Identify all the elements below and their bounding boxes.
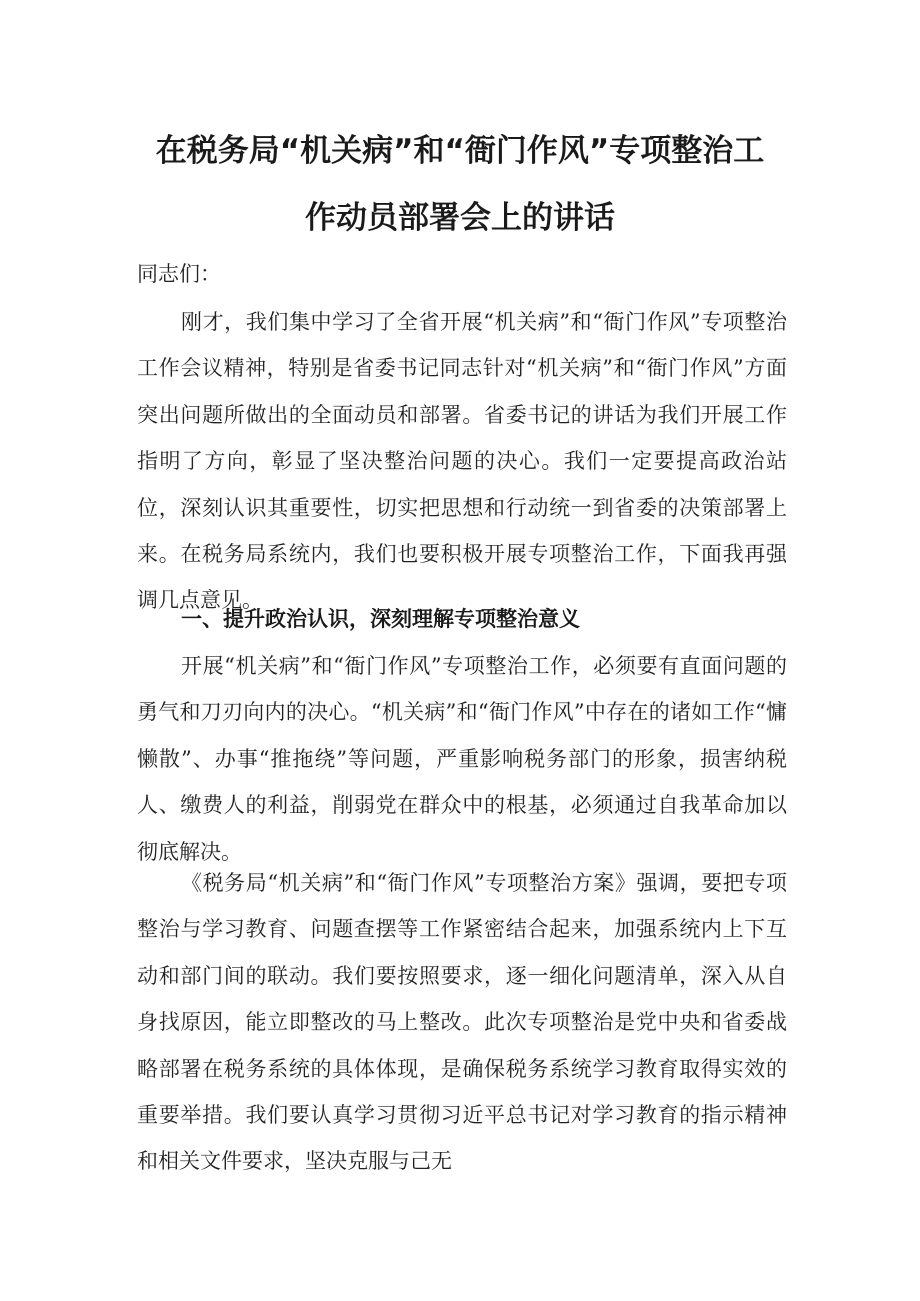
- paragraph-opening: 刚才，我们集中学习了全省开展“机关病”和“衙门作风”专项整治工作会议精神，特别是省委书记同志针对“机关病”和“衙门作风”方面突出问题所做出的全面动员和部署。省委书记的讲话为我们开展工作指明了方向，彰显了坚决整治问题的决心。我们一定要提高政治站位，深刻认识其重要性，切实把思想和行动统一到省委的决策部署上来。在税务局系统内，我们也要积极开展专项整治工作，下面我再强调几点意见。: [137, 310, 787, 613]
- section-heading-1: 一、提升政治认识，深刻理解专项整治意义: [181, 607, 580, 631]
- salutation: 同志们：: [137, 262, 221, 286]
- paragraph-section1-first: 开展“机关病”和“衙门作风”专项整治工作，必须要有直面问题的勇气和刀刃向内的决心。“机关病”和“衙门作风”中存在的诸如工作“慵懒散”、办事“推拖绕”等问题，严重影响税务部门的形象，损害纳税人、缴费人的利益，削弱党在群众中的根基，必须通过自我革命加以彻底解决。: [137, 654, 787, 864]
- document-title-line-1: 在税务局“机关病”和“衙门作风”专项整治工: [155, 133, 765, 169]
- paragraph-section1-second: 《税务局“机关病”和“衙门作风”专项整治方案》强调，要把专项整治与学习教育、问题查摆等工作紧密结合起来，加强系统内上下互动和部门间的联动。我们要按照要求，逐一细化问题清单，深入从自身找原因，能立即整改的马上整改。此次专项整治是党中央和省委战略部署在税务系统的具体体现，是确保税务系统学习教育取得实效的重要举措。我们要认真学习贯彻习近平总书记对学习教育的指示精神和相关文件要求，坚决克服与己无: [137, 871, 787, 1174]
- document-title-line-2: 作动员部署会上的讲话: [305, 200, 615, 236]
